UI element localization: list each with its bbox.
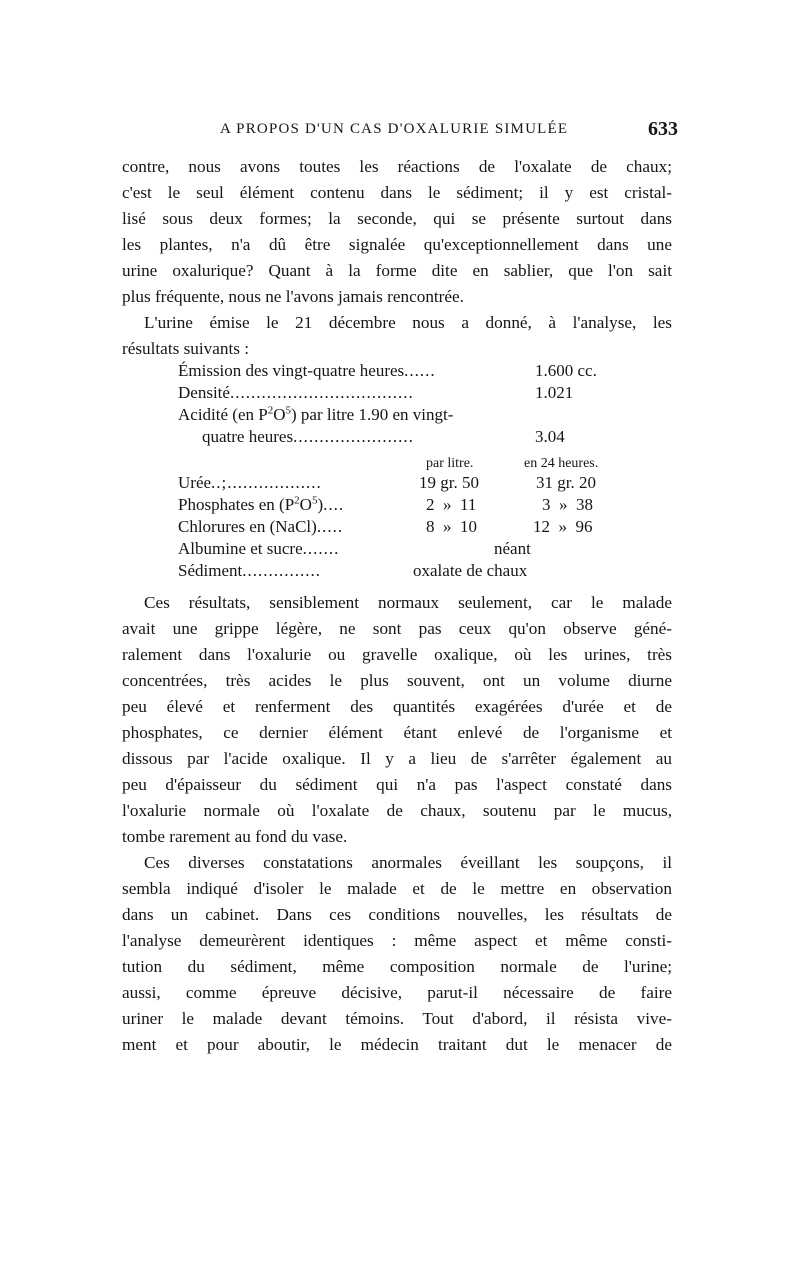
text-line: concentrées, très acides le plus souvent, ont un volume diurne — [122, 671, 672, 690]
paragraph-2 — [122, 310, 672, 362]
text-line: ment et pour aboutir, le médecin traitant dut le menacer de — [122, 1035, 672, 1054]
result-label: Émission des vingt-quatre heures — [178, 361, 405, 380]
result-value: 1.021 — [535, 383, 574, 402]
text-line: tombe rarement au fond du vase. — [122, 827, 348, 846]
text-line: urine oxalurique? Quant à la forme dite en sablier, que l'on sait — [122, 261, 672, 280]
result-value: oxalate de chaux — [413, 561, 528, 580]
text-line: c'est le seul élément contenu dans le sédiment; il y est cristal- — [122, 183, 672, 202]
result-24h: 12 » 96 — [533, 517, 593, 536]
result-value: 3.04 — [535, 427, 565, 446]
text-line: plus fréquente, nous ne l'avons jamais rencontrée. — [122, 287, 464, 306]
result-acidite: Acidité (en $P^2O^5$) par litre 1.90 en vingt- — [178, 404, 454, 424]
result-emission: Émission des vingt-quatre heures...... — [178, 361, 436, 380]
paragraph-3 — [122, 590, 672, 850]
result-chlorures: Chlorures en (NaCl)..... — [178, 517, 344, 536]
result-acidite-cont: quatre heures....................... — [202, 427, 414, 446]
text-line: peu élevé et renferment des quantités exagérées d'urée et de — [122, 697, 672, 716]
text-line: tution du sédiment, même composition normale de l'urine; — [122, 957, 672, 976]
column-header-par-litre: par litre. — [426, 456, 474, 471]
running-title: A PROPOS D'UN CAS D'OXALURIE SIMULÉE — [220, 121, 569, 137]
text-line: résultats suivants : — [122, 339, 249, 358]
text-line: contre, nous avons toutes les réactions de l'oxalate de chaux; — [122, 157, 672, 176]
result-value: 1.600 cc. — [535, 361, 597, 380]
result-24h: 3 » 38 — [542, 495, 593, 514]
text-line: phosphates, ce dernier élément étant enlevé de l'organisme et — [122, 723, 672, 742]
text-line: L'urine émise le 21 décembre nous a donné, à l'analyse, les — [144, 313, 672, 332]
result-sediment: Sédiment............... — [178, 561, 321, 580]
text-line: dissous par l'acide oxalique. Il y a lieu de s'arrêter également au — [122, 749, 672, 768]
text-line: ralement dans l'oxalurie ou gravelle oxalique, où les urines, très — [122, 645, 672, 664]
text-line: sembla indiqué d'isoler le malade et de le mettre en observation — [122, 879, 672, 898]
result-24h: 31 gr. 20 — [536, 473, 596, 492]
paragraph-4 — [122, 850, 672, 1058]
text-line: peu d'épaisseur du sédiment qui n'a pas l'aspect constaté dans — [122, 775, 672, 794]
analysis-results — [178, 360, 638, 580]
text-line: l'analyse demeurèrent identiques : même aspect et même consti- — [122, 931, 672, 950]
text-line: uriner le malade devant témoins. Tout d'abord, il résista vive- — [122, 1009, 672, 1028]
result-uree: Urée..;.................. — [178, 473, 322, 492]
result-value: néant — [494, 539, 531, 558]
result-albumine: Albumine et sucre....... — [178, 539, 340, 558]
running-header — [118, 118, 678, 144]
result-litre: 8 » 10 — [426, 517, 477, 536]
column-header-24h: en 24 heures. — [524, 456, 599, 471]
text-line: l'oxalurie normale où l'oxalate de chaux, soutenu par le mucus, — [122, 801, 672, 820]
result-label: Densité — [178, 383, 230, 402]
text-line: avait une grippe légère, ne sont pas ceux qu'on observe géné- — [122, 619, 672, 638]
text-line: lisé sous deux formes; la seconde, qui se présente surtout dans — [122, 209, 672, 228]
paragraph-1 — [122, 154, 672, 310]
result-litre: 19 gr. 50 — [419, 473, 479, 492]
text-line: aussi, comme épreuve décisive, parut-il nécessaire de faire — [122, 983, 672, 1002]
text-line: Ces diverses constatations anormales éveillant les soupçons, il — [144, 853, 672, 872]
text-line: Ces résultats, sensiblement normaux seulement, car le malade — [144, 593, 672, 612]
result-densite: Densité................................... — [178, 383, 414, 402]
result-phosphates: Phosphates en $(P^2O^5)$.... — [178, 494, 345, 514]
result-litre: 2 » 11 — [426, 495, 477, 514]
page-number: 633 — [648, 118, 678, 140]
text-line: les plantes, n'a dû être signalée qu'exceptionnellement dans une — [122, 235, 672, 254]
text-line: dans un cabinet. Dans ces conditions nouvelles, les résultats de — [122, 905, 672, 924]
